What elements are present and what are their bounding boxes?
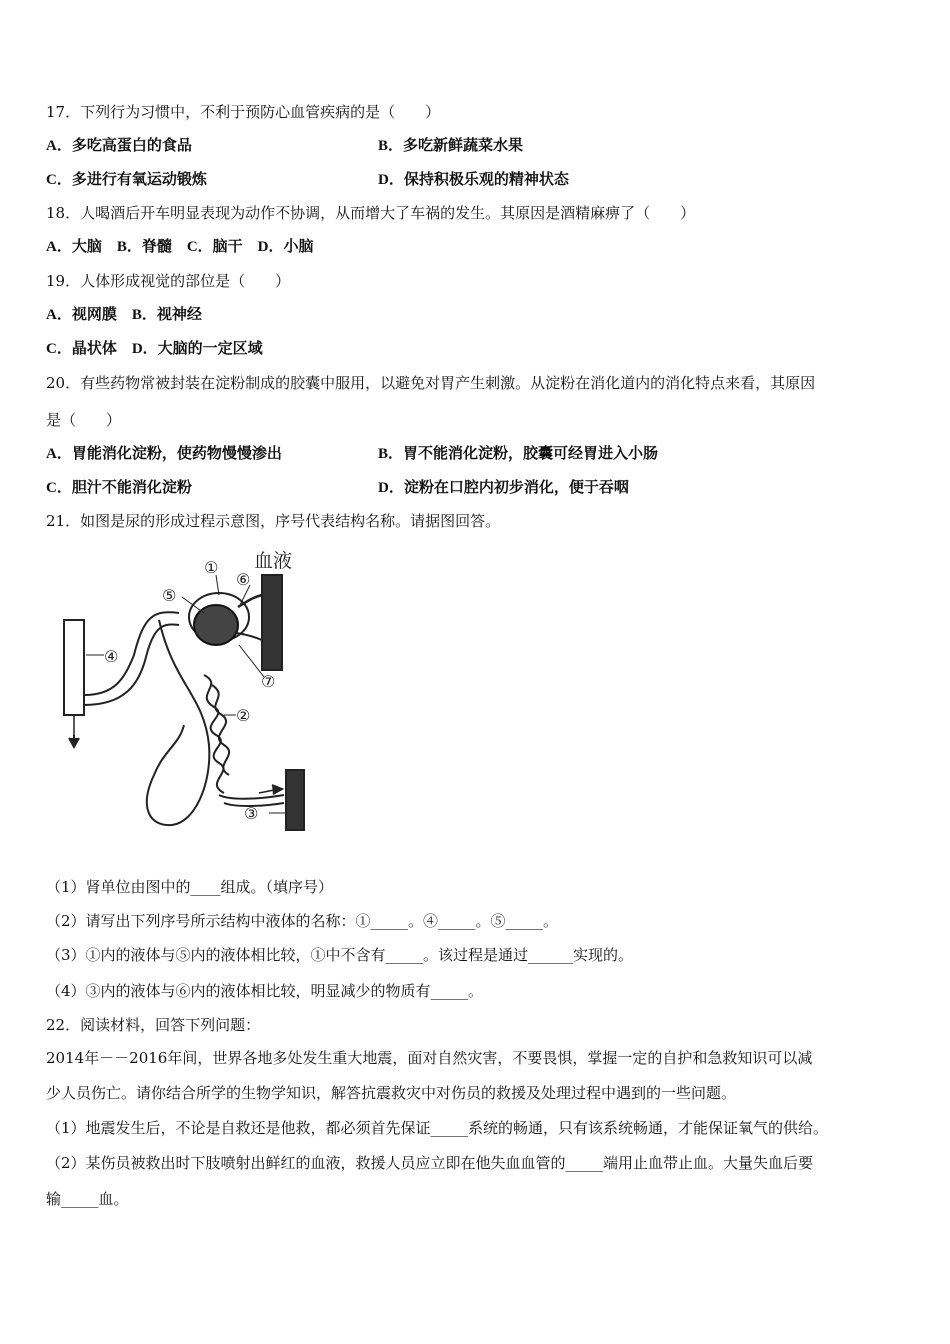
label-1: ① <box>204 558 219 577</box>
q21-stem: 21．如图是尿的形成过程示意图，序号代表结构名称。请据图回答。 <box>46 512 501 530</box>
label-3: ③ <box>244 804 259 823</box>
q22-sub2-1: （2）某伤员被救出时下肢喷射出鲜红的血液，救援人员应立即在他失血血管的_____端用止血带止血。大量失血后要 <box>46 1154 814 1172</box>
label-6: ⑥ <box>236 570 251 589</box>
peritubular-capillary <box>219 795 284 799</box>
efferent-arteriole <box>236 633 262 640</box>
q22-para-2: 少人员伤亡。请你结合所学的生物学知识，解答抗震救灾中对伤员的救援及处理过程中遇到的一些问题。 <box>46 1084 737 1102</box>
q20-option-b: B．胃不能消化淀粉，胶囊可经胃进入小肠 <box>378 446 659 462</box>
q22-sub2-2: 输_____血。 <box>46 1190 129 1208</box>
label-blood: 血液 <box>254 550 293 572</box>
q22-sub1: （1）地震发生后，不论是自救还是他救，都必须首先保证_____系统的畅通，只有该系统畅通，才能保证氧气的供给。 <box>46 1119 829 1137</box>
q21-sub1: （1）肾单位由图中的____组成。（填序号） <box>46 878 334 896</box>
q20-stem-1: 20．有些药物常被封装在淀粉制成的胶囊中服用，以避免对胃产生刺激。从淀粉在消化道内的消化特点来看，其原因 <box>46 374 816 392</box>
q19-options-1: A．视网膜 B．视神经 <box>46 307 202 323</box>
q18-stem: 18．人喝酒后开车明显表现为动作不协调，从而增大了车祸的发生。其原因是酒精麻痹了（ ） <box>46 204 696 222</box>
q17-option-c: C．多进行有氧运动锻炼 <box>46 172 207 188</box>
q17-option-b: B．多吃新鲜蔬菜水果 <box>378 138 524 154</box>
q20-option-a: A．胃能消化淀粉，使药物慢慢渗出 <box>46 446 282 462</box>
label-2: ② <box>236 706 251 725</box>
q18-options: A．大脑 B．脊髓 C．脑干 D．小脑 <box>46 239 314 255</box>
q22-para-1: 2014年－－2016年间，世界各地多处发生重大地震，面对自然灾害，不要畏惧，掌握一定的自护和急救知识可以减 <box>46 1049 813 1067</box>
label-7: ⑦ <box>261 672 276 691</box>
q19-stem: 19．人体形成视觉的部位是（ ） <box>46 272 291 290</box>
label-4: ④ <box>104 647 119 666</box>
q20-option-d: D．淀粉在口腔内初步消化，便于吞咽 <box>378 480 629 496</box>
q21-sub4: （4）③内的液体与⑥内的液体相比较，明显减少的物质有_____。 <box>46 982 484 1000</box>
q17-option-d: D．保持积极乐观的精神状态 <box>378 172 569 188</box>
loop-of-henle <box>147 620 209 825</box>
label-5: ⑤ <box>162 586 177 605</box>
q20-stem-2: 是（ ） <box>46 411 122 429</box>
q17-stem: 17．下列行为习惯中，不利于预防心血管疾病的是（ ） <box>46 103 441 121</box>
nephron-diagram <box>54 545 314 840</box>
q19-options-2: C．晶状体 D．大脑的一定区域 <box>46 341 263 357</box>
q21-sub2: （2）请写出下列序号所示结构中液体的名称：①_____。④_____。⑤_____。 <box>46 912 559 930</box>
q17-option-a: A．多吃高蛋白的食品 <box>46 138 192 154</box>
q20-option-c: C．胆汁不能消化淀粉 <box>46 480 192 496</box>
q22-stem: 22．阅读材料，回答下列问题： <box>46 1016 261 1034</box>
q21-sub3: （3）①内的液体与⑤内的液体相比较，①中不含有_____。该过程是通过______实现的。 <box>46 946 634 964</box>
renal-artery <box>262 575 282 670</box>
collecting-duct <box>64 620 84 715</box>
renal-vein <box>286 770 304 830</box>
